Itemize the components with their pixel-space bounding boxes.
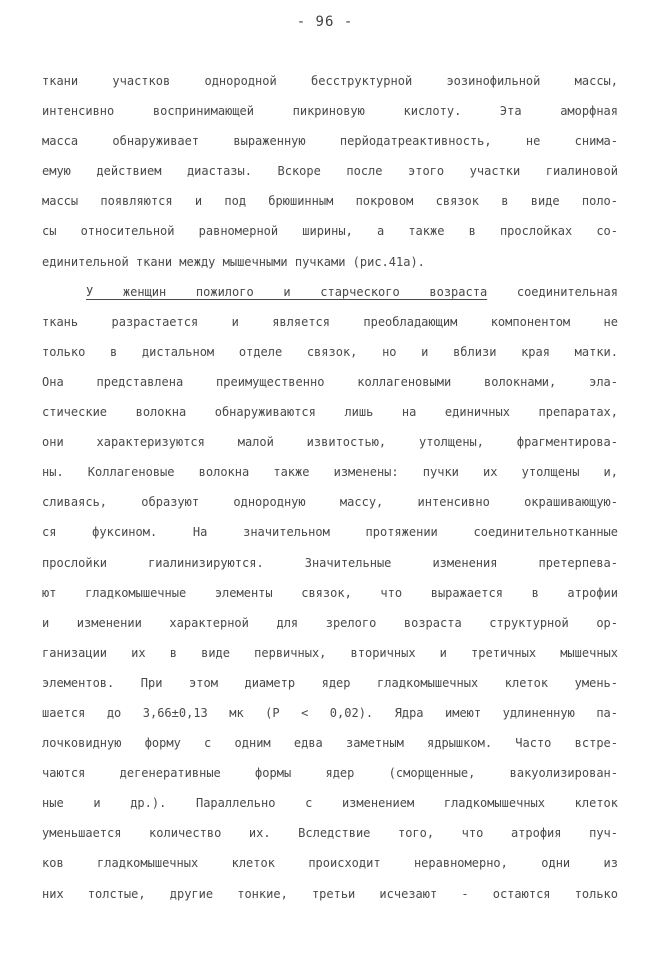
text-line: ны. Коллагеновые волокна также изменены: пучки их утолщены и, <box>42 465 618 480</box>
text-line: ют гладкомышечные элементы связок, что выражается в атрофии <box>42 585 618 600</box>
text-line: стические волокна обнаруживаются лишь на единичных препаратах, <box>42 405 618 420</box>
paragraph-lead-rest: соединительная <box>487 284 618 299</box>
text-line: только в дистальном отделе связок, но и вблизи края матки. <box>42 344 618 359</box>
text-line: элементов. При этом диаметр ядер гладкомышечных клеток умень- <box>42 675 618 690</box>
text-line: прослойки гиалинизируются. Значительные изменения претерпева- <box>42 555 618 570</box>
text-line: они характеризуются малой извитостью, утолщены, фрагментирова- <box>42 435 618 450</box>
text-line: них толстые, другие тонкие, третьи исчезают - остаются только <box>42 886 618 901</box>
text-line: лочковидную форму с одним едва заметным ядрышком. Часто встре- <box>42 736 618 751</box>
text-line: и изменении характерной для зрелого возраста структурной ор- <box>42 615 618 630</box>
text-line: ков гладкомышечных клеток происходит неравномерно, одни из <box>42 856 618 871</box>
text-line: сливаясь, образуют однородную массу, интенсивно окрашивающую- <box>42 495 618 510</box>
text-line: ся фуксином. На значительном протяжении соединительнотканные <box>42 525 618 540</box>
text-line: массы появляются и под брюшинным покровом связок в виде поло- <box>42 194 618 209</box>
text-line: интенсивно воспринимающей пикриновую кислоту. Эта аморфная <box>42 104 618 119</box>
text-line: единительной ткани между мышечными пучками (рис.41а). <box>42 254 425 269</box>
page-number: - 96 - <box>296 14 354 30</box>
text-line: чаются дегенеративные формы ядер (сморщенные, вакуолизирован- <box>42 766 618 781</box>
paragraph-lead-line <box>42 277 618 307</box>
text-line: ткань разрастается и является преобладающим компонентом не <box>42 314 618 329</box>
text-line: уменьшается количество их. Вследствие того, что атрофия пуч- <box>42 826 618 841</box>
text-line: ткани участков однородной бесструктурной эозинофильной массы, <box>42 74 618 88</box>
body-text <box>42 66 618 909</box>
text-line: емую действием диастазы. Вскоре после этого участки гиалиновой <box>42 164 618 179</box>
text-line: ные и др.). Параллельно с изменением гладкомышечных клеток <box>42 796 618 811</box>
text-line: сы относительной равномерной ширины, а также в прослойках со- <box>42 224 618 239</box>
text-line: Она представлена преимущественно коллагеновыми волокнами, эла- <box>42 374 618 389</box>
text-line: масса обнаруживает выраженную перйодатреактивность, не снима- <box>42 134 618 149</box>
section-heading-underlined: У женщин пожилого и старческого возраста <box>86 284 488 299</box>
text-line: ганизации их в виде первичных, вторичных и третичных мышечных <box>42 645 618 660</box>
text-line: шается до 3,66±0,13 мк (P < 0,02). Ядра имеют удлиненную па- <box>42 705 618 720</box>
